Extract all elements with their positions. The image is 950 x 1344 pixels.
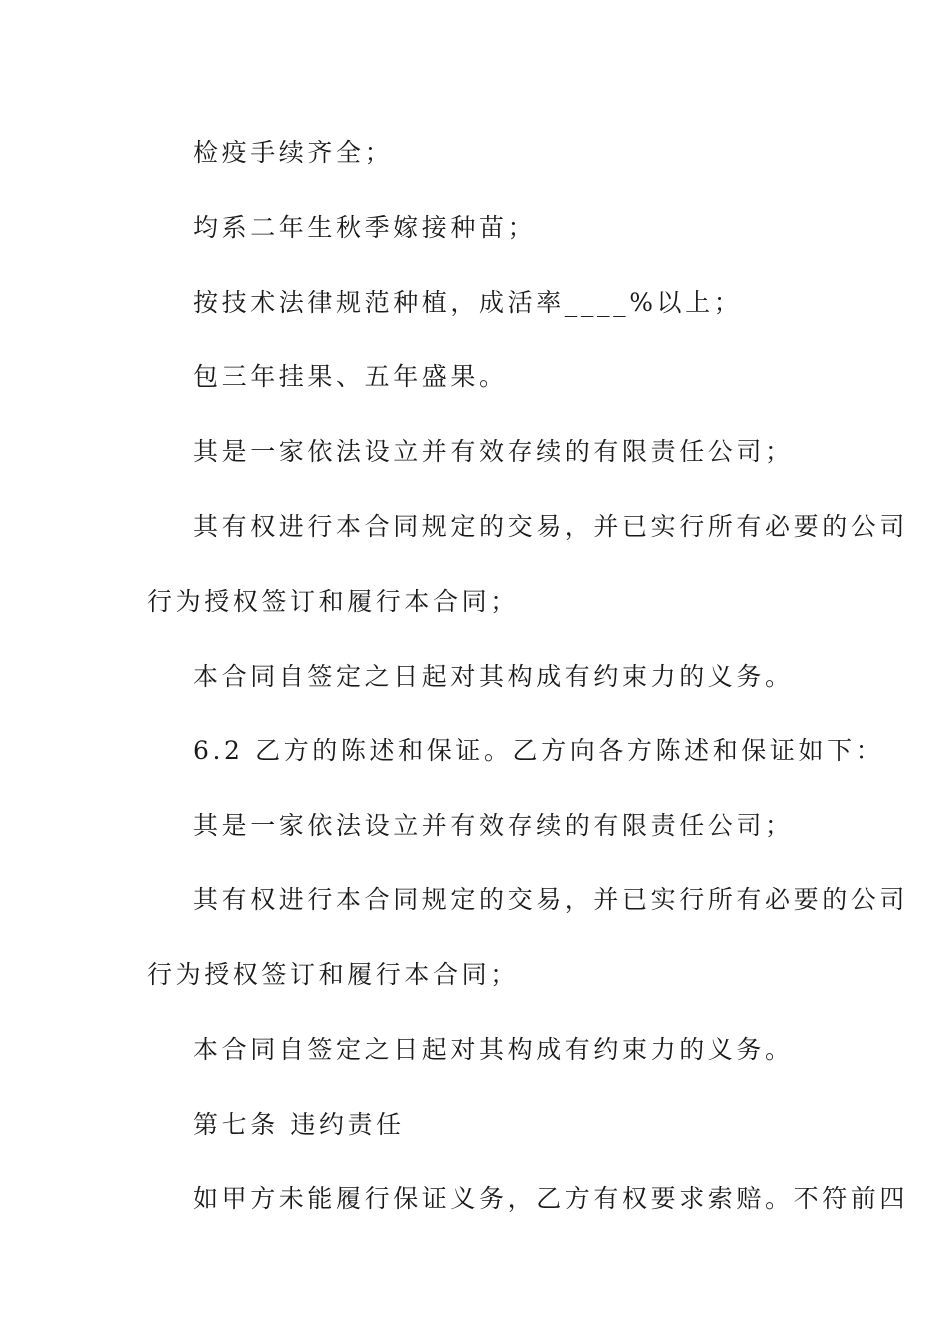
paragraph-line: 其有权进行本合同规定的交易，并已实行所有必要的公司 xyxy=(193,512,909,541)
paragraph-line: 其是一家依法设立并有效存续的有限责任公司； xyxy=(193,437,794,466)
paragraph-line: 本合同自签定之日起对其构成有约束力的义务。 xyxy=(193,662,794,691)
paragraph-line: 行为授权签订和履行本合同； xyxy=(147,587,519,616)
article-heading: 第七条 违约责任 xyxy=(193,1110,405,1139)
paragraph-line: 如甲方未能履行保证义务，乙方有权要求索赔。不符前四 xyxy=(193,1184,909,1213)
paragraph-line: 其是一家依法设立并有效存续的有限责任公司； xyxy=(193,811,794,840)
paragraph-line: 检疫手续齐全； xyxy=(193,138,394,167)
section-heading: 6.2 乙方的陈述和保证。乙方向各方陈述和保证如下： xyxy=(193,736,885,765)
paragraph-line: 其有权进行本合同规定的交易，并已实行所有必要的公司 xyxy=(193,885,909,914)
paragraph-line: 本合同自签定之日起对其构成有约束力的义务。 xyxy=(193,1035,794,1064)
paragraph-line: 包三年挂果、五年盛果。 xyxy=(193,362,508,391)
paragraph-line: 按技术法律规范种植，成活率____%以上； xyxy=(193,288,743,317)
paragraph-line: 行为授权签订和履行本合同； xyxy=(147,960,519,989)
paragraph-line: 均系二年生秋季嫁接种苗； xyxy=(193,213,537,242)
